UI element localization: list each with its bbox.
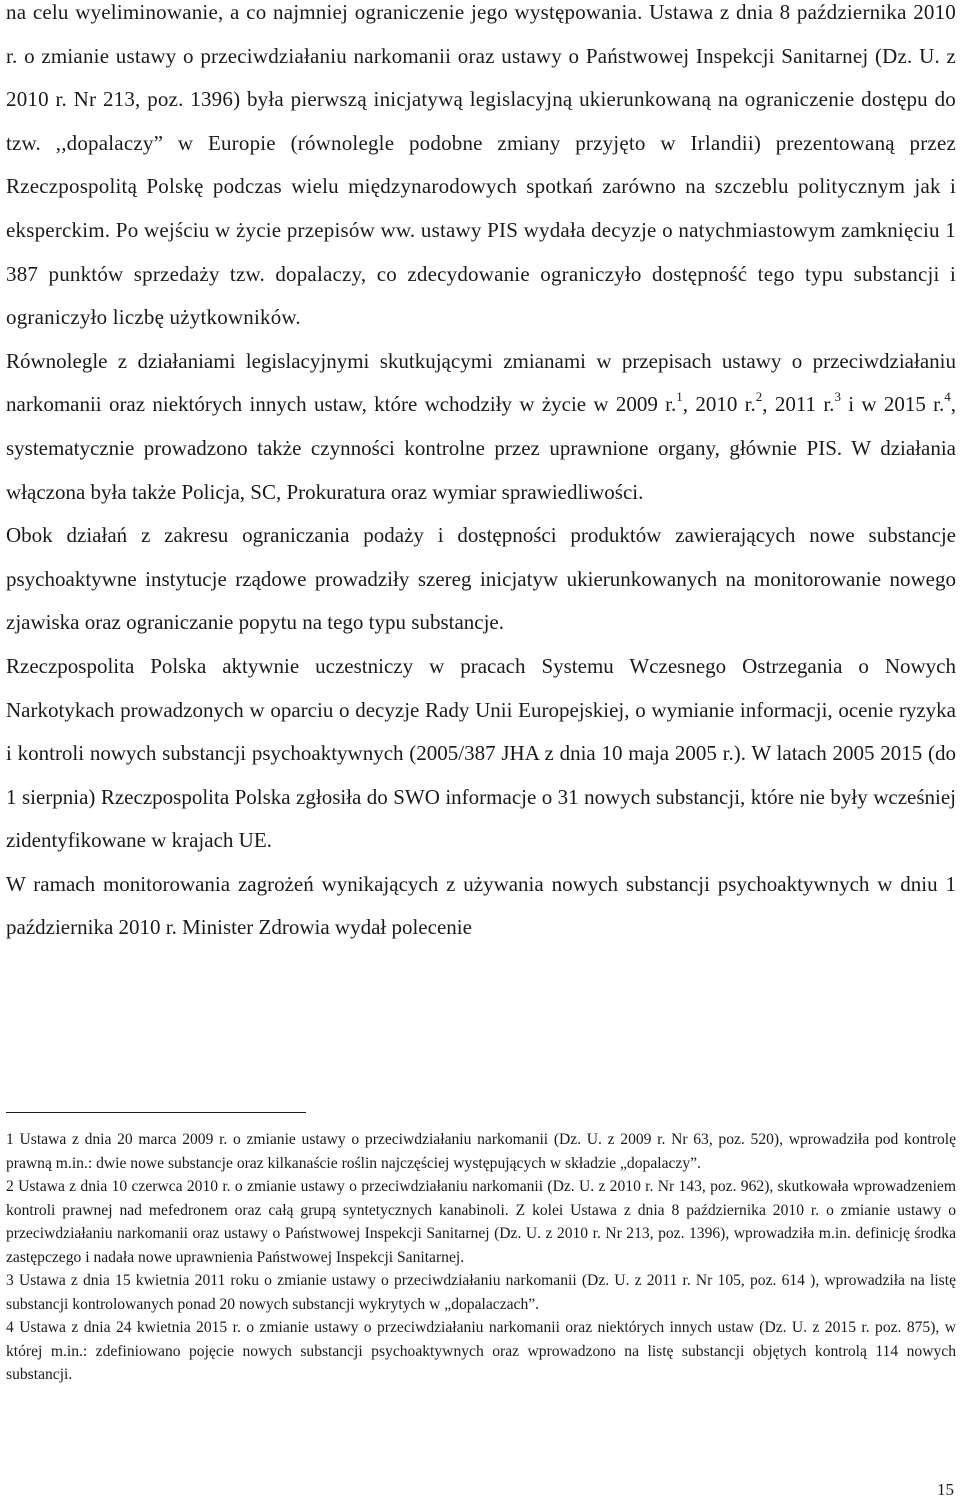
footnote-ref-3[interactable]: 3 bbox=[834, 389, 841, 405]
page-number: 15 bbox=[937, 1480, 954, 1499]
body-text bbox=[6, 0, 956, 950]
footnote-3: 3 Ustawa z dnia 15 kwietnia 2011 roku o zmianie ustawy o przeciwdziałaniu narkomanii (Dz. U. z 2011 r. Nr 105, poz. 614 ), wprowadziła na listę substancji kontrolowanych ponad 20 nowych substancji wykrytych w „dopalaczach”. bbox=[6, 1272, 956, 1313]
footnote-ref-1[interactable]: 1 bbox=[676, 389, 683, 405]
paragraph-1: na celu wyeliminowanie, a co najmniej ograniczenie jego występowania. Ustawa z dnia 8 października 2010 r. o zmianie ustawy o przeciwdziałaniu narkomanii oraz ustawy o Państwowej Inspekcji Sanitarnej (Dz. U. z 2010 r. Nr 213, poz. 1396) była pierwszą inicjatywą legislacyjną ukierunkowaną na ograniczenie dostępu do tzw. ,,dopalaczy” w Europie (równolegle podobne zmiany przyjęto w Irlandii) prezentowaną przez Rzeczpospolitą Polskę podczas wielu międzynarodowych spotkań zarówno na szczeblu politycznym jak i eksperckim. Po wejściu w życie przepisów ww. ustawy PIS wydała decyzje o natychmiastowym zamknięciu 1 387 punktów sprzedaży tzw. dopalaczy, co zdecydowanie ograniczyło dostępność tego typu substancji i ograniczyło liczbę użytkowników. bbox=[6, 0, 956, 330]
footnote-ref-4[interactable]: 4 bbox=[944, 389, 951, 405]
paragraph-5: W ramach monitorowania zagrożeń wynikających z używania nowych substancji psychoaktywnych w dniu 1 października 2010 r. Minister Zdrowia wydał polecenie bbox=[6, 871, 956, 940]
footnote-ref-2[interactable]: 2 bbox=[755, 389, 763, 405]
paragraph-4: Rzeczpospolita Polska aktywnie uczestniczy w pracach Systemu Wczesnego Ostrzegania o Nowych Narkotykach prowadzonych w oparciu o decyzje Rady Unii Europejskiej, o wymianie informacji, ocenie ryzyka i kontroli nowych substancji psychoaktywnych (2005/387 JHA z dnia 10 maja 2005 r.). W latach 2005 2015 (do 1 sierpnia) Rzeczpospolita Polska zgłosiła do SWO informacje o 31 nowych substancji, które nie były wcześniej zidentyfikowane w krajach UE. bbox=[6, 653, 956, 853]
paragraph-2: Równolegle z działaniami legislacyjnymi skutkującymi zmianami w przepisach ustawy o przeciwdziałaniu narkomanii oraz niektórych innych ustaw, które wchodziły w życie w 2009 r.$^1$, 2010 r.$^2$, 2011 r.$^3$ i w 2015 r.$^4$, systematycznie prowadzono także czynności kontrolne przez uprawnione organy, głównie PIS. W działania włączona była także Policja, SC, Prokuratura oraz wymiar sprawiedliwości. bbox=[6, 348, 957, 504]
footnote-1: 1 Ustawa z dnia 20 marca 2009 r. o zmianie ustawy o przeciwdziałaniu narkomanii (Dz. U. z 2009 r. Nr 63, poz. 520), wprowadziła pod kontrolę prawną m.in.: dwie nowe substancje oraz kilkanaście roślin najczęściej występujących w składzie „dopalaczy”. bbox=[6, 1131, 956, 1172]
paragraph-3: Obok działań z zakresu ograniczania podaży i dostępności produktów zawierających nowe substancje psychoaktywne instytucje rządowe prowadziły szereg inicjatyw ukierunkowanych na monitorowanie nowego zjawiska oraz ograniczanie popytu na tego typu substancje. bbox=[6, 523, 956, 635]
footnote-4: 4 Ustawa z dnia 24 kwietnia 2015 r. o zmianie ustawy o przeciwdziałaniu narkomanii oraz niektórych innych ustaw (Dz. U. z 2015 r. poz. 875), w której m.in.: zdefiniowano pojęcie nowych substancji psychoaktywnych oraz wprowadzono na listę substancji objętych kontrolą 114 nowych substancji. bbox=[6, 1319, 956, 1383]
footnote-2: 2 Ustawa z dnia 10 czerwca 2010 r. o zmianie ustawy o przeciwdziałaniu narkomanii (Dz. U. z 2010 r. Nr 143, poz. 962), skutkowała wprowadzeniem kontroli prawnej nad mefedronem oraz całą grupą syntetycznych kanabinoli. Z kolei Ustawa z dnia 8 października 2010 r. o zmianie ustawy o przeciwdziałaniu narkomanii oraz ustawy o Państwowej Inspekcji Sanitarnej (Dz. U. z 2010 r. Nr 213, poz. 1396), wprowadziła m.in. definicję środka zastępczego i nadała nowe uprawnienia Państwowej Inspekcji Sanitarnej. bbox=[6, 1178, 956, 1266]
footnote-separator bbox=[6, 1112, 306, 1113]
footnotes bbox=[6, 1128, 956, 1387]
